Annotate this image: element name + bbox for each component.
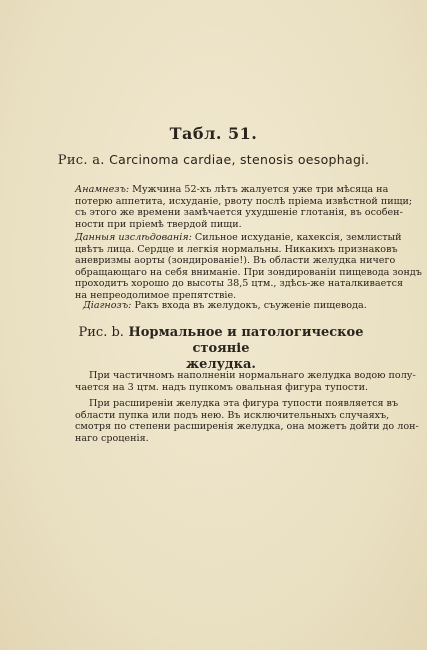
figure-b-paragraph-1 [75, 370, 416, 393]
paragraph-line: области пупка или подъ нею. Въ исключительныхъ случаяхъ, [75, 409, 390, 421]
findings-paragraph [75, 232, 422, 302]
findings-line: обращающаго на себя вниманіе. При зондированіи пищевода зондъ [75, 266, 422, 278]
diagnosis-text: Ракъ входа въ желудокъ, съуженіе пищевода. [131, 300, 367, 311]
anamnesis-line: потерю аппетита, исхуданіе, рвоту послѣ пріема извѣстной пищи; [75, 195, 413, 207]
figure-b-title-line1: Нормальное и патологическое стояніе [128, 325, 364, 356]
findings-line: цвѣтъ лица. Сердце и легкія нормальны. Никакихъ признаковъ [75, 243, 398, 255]
anamnesis-line: ности при пріемѣ твердой пищи. [75, 218, 242, 230]
plate-title: Табл. 51. [169, 124, 258, 143]
anamnesis-label: Анамнезъ: [75, 184, 130, 195]
paragraph-line: При частичномъ наполненіи нормальнаго желудка водою полу- [89, 370, 416, 381]
findings-line: аневризмы аорты (зондированіе!). Въ области желудка ничего [75, 255, 396, 267]
findings-line: на непреодолимое препятствіе. [75, 289, 237, 301]
findings-line: Сильное исхуданіе, кахексія, землистый [191, 232, 402, 243]
figure-b-prefix: Рис. b. [78, 325, 124, 340]
figure-b-paragraph-2 [75, 398, 419, 444]
figure-b-title [75, 325, 367, 373]
anamnesis-paragraph [75, 184, 413, 230]
findings-line: проходитъ хорошо до высоты 38,5 цтм., здѣсь-же наталкивается [75, 278, 403, 290]
paragraph-line: чается на 3 цтм. надъ пупкомъ овальная фигура тупости. [75, 381, 369, 393]
figure-a-prefix: Рис. а. [57, 153, 105, 168]
anamnesis-line: Мужчина 52-хъ лѣтъ жалуется уже три мѣсяца на [129, 184, 389, 195]
figure-a-title [18, 152, 409, 168]
diagnosis-label: Діагнозъ: [83, 300, 132, 311]
diagnosis-paragraph [75, 300, 367, 312]
figure-a-latin-title: Carcinoma cardiae, stenosis oesophagi. [109, 152, 370, 167]
paragraph-line: наго сроценія. [75, 432, 149, 444]
paragraph-line: смотря по степени расширенія желудка, она можетъ дойти до лон- [75, 421, 419, 433]
findings-label: Данныя изслѣдованія: [75, 232, 192, 243]
anamnesis-line: съ этого же времени замѣчается ухудшеніе глотанія, въ особен- [75, 207, 403, 219]
paragraph-line: При расширеніи желудка эта фигура тупости появляется въ [89, 398, 399, 409]
figure-b-title-line2: желудка. [186, 357, 256, 372]
